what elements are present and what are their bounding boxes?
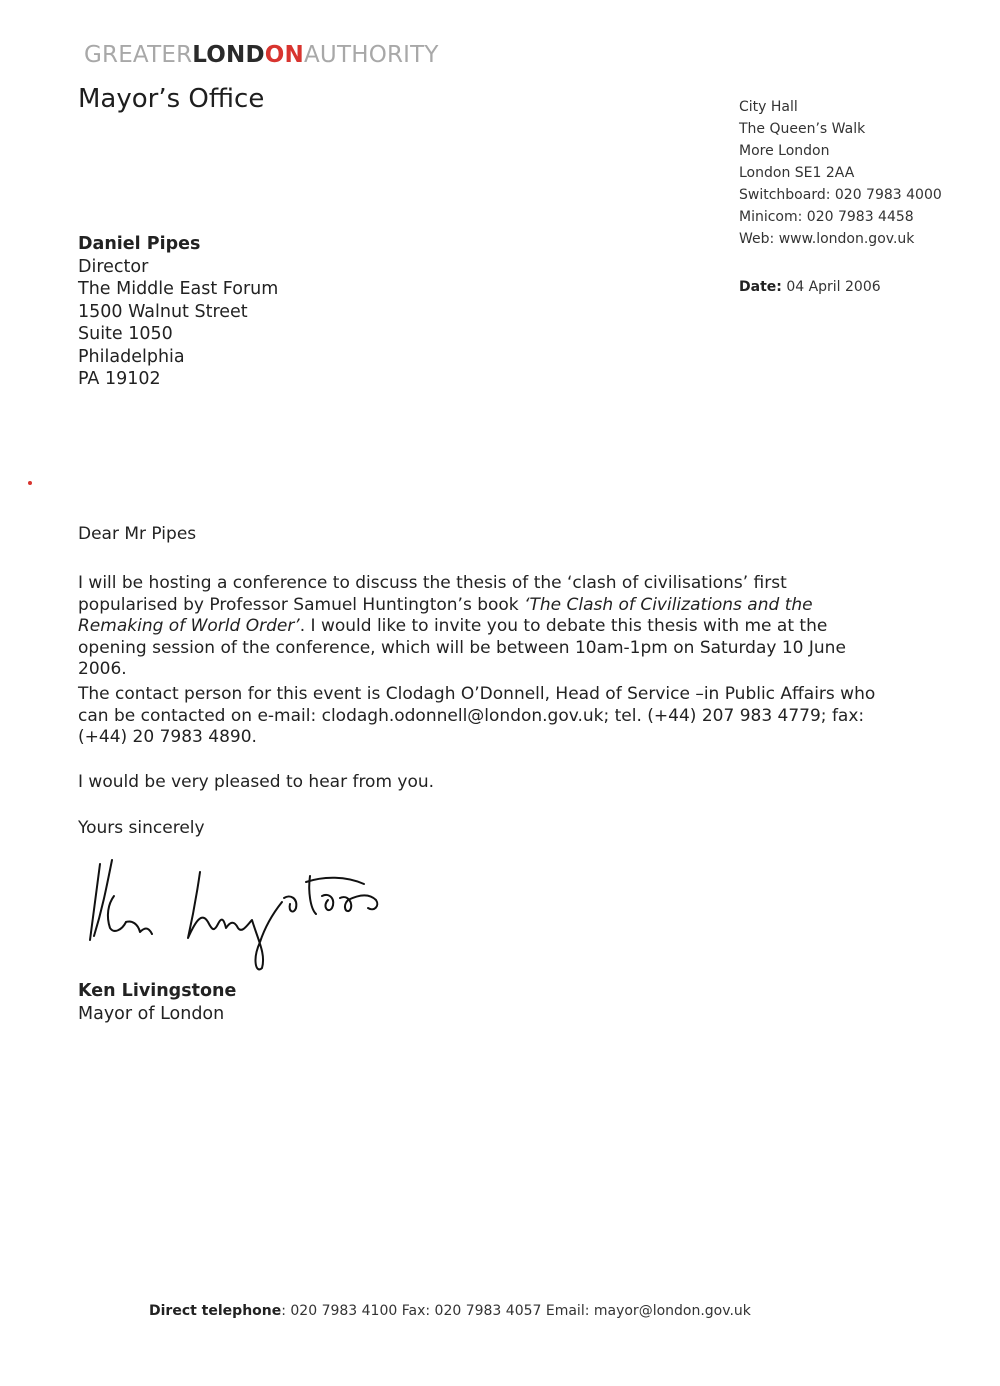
signatory-title: Mayor of London [78, 1004, 225, 1024]
paragraph-closing: I would be very pleased to hear from you. [78, 772, 435, 792]
logo-authority: AUTHORITY [303, 42, 439, 68]
paragraph-text: . I would like to invite you to debate this thesis with me at the opening session of the conference, which will be between 10am-1pm on Saturday 10 June 2006. [78, 616, 846, 679]
footer-details: : 020 7983 4100 Fax: 020 7983 4057 Email: mayor@london.gov.uk [281, 1303, 751, 1319]
address-line: City Hall [739, 99, 798, 115]
address-line: More London [739, 143, 830, 159]
date-label: Date: [739, 279, 782, 295]
letter-date [739, 279, 881, 295]
address-line: The Queen’s Walk [739, 121, 866, 137]
gla-logo [84, 42, 439, 68]
paragraph-contact: The contact person for this event is Clodagh O’Donnell, Head of Service –in Public Affairs who can be contacted on e-mail: clodagh.odonnell@london.gov.uk; tel. (+44) 207 983 4779; fax: (+44) 20 7983 4890. [78, 684, 876, 747]
closing-phrase: Yours sincerely [78, 818, 205, 838]
recipient-line: Suite 1050 [78, 324, 173, 344]
signatory-name: Ken Livingstone [78, 981, 237, 1001]
footer-label: Direct telephone [149, 1303, 282, 1319]
recipient-line: The Middle East Forum [78, 279, 279, 299]
salutation: Dear Mr Pipes [78, 524, 197, 544]
logo-lond: LOND [192, 42, 265, 68]
footer-contact [149, 1303, 751, 1319]
web-address: Web: www.london.gov.uk [739, 231, 915, 247]
recipient-line: Philadelphia [78, 346, 185, 367]
address-line: London SE1 2AA [739, 165, 855, 181]
paragraph-invitation [78, 573, 878, 681]
handwritten-signature [84, 850, 394, 980]
recipient-line: Director [78, 256, 149, 277]
date-value: 04 April 2006 [786, 279, 881, 295]
logo-on: ON [264, 42, 304, 68]
office-title: Mayor’s Office [78, 84, 265, 114]
book-title: ‘The Clash of Civilizations and the Remaking of World Order’ [78, 594, 813, 636]
red-mark [28, 481, 32, 485]
recipient-line: PA 19102 [78, 369, 161, 389]
paragraph-text: I will be hosting a conference to discuss the thesis of the ‘clash of civilisations’ first popularised by Professor Samuel Huntington’s book [78, 573, 787, 615]
switchboard-number: Switchboard: 020 7983 4000 [739, 187, 942, 203]
minicom-number: Minicom: 020 7983 4458 [739, 209, 914, 225]
sender-address [739, 96, 942, 250]
logo-greater: GREATER [84, 42, 193, 68]
recipient-address [78, 233, 278, 391]
recipient-line: 1500 Walnut Street [78, 301, 248, 322]
recipient-name: Daniel Pipes [78, 234, 201, 254]
